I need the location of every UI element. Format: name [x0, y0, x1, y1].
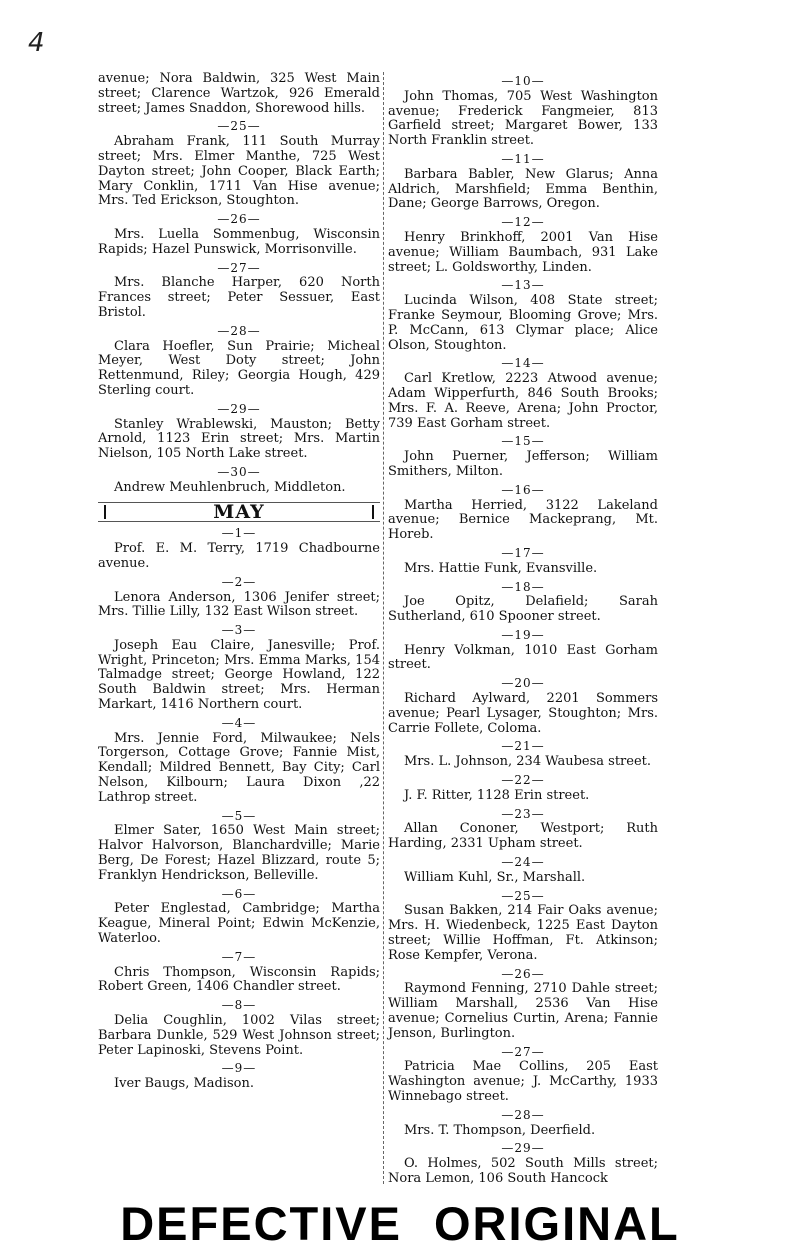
date-marker: —25— — [501, 888, 545, 903]
defective-original-stamp — [0, 1196, 800, 1251]
date-marker: —7— — [221, 949, 257, 964]
date-marker: —19— — [501, 627, 545, 642]
right-may-list — [388, 74, 658, 1187]
date-marker: —14— — [501, 356, 545, 371]
date-marker: —27— — [217, 260, 261, 275]
date-marker: —4— — [221, 715, 257, 730]
date-marker: —21— — [501, 739, 545, 754]
date-marker: —6— — [221, 886, 257, 901]
birthday-entry: Patricia Mae Collins, 205 East Washington avenue; J. McCarthy, 1933 Winnebago street. — [388, 1059, 658, 1104]
right-column — [388, 72, 658, 1190]
date-marker: —26— — [217, 212, 261, 227]
date-marker: —16— — [501, 482, 545, 497]
date-marker: —9— — [221, 1061, 257, 1076]
date-marker: —25— — [217, 119, 261, 134]
birthday-entry: Henry Brinkhoff, 2001 Van Hise avenue; William Baumbach, 931 Lake street; L. Goldsworthy, Linden. — [388, 229, 658, 275]
heading-bar-right — [372, 505, 374, 520]
birthday-entry: Delia Coughlin, 1002 Vilas street; Barbara Dunkle, 529 West Johnson street; Peter Lapinoski, Stevens Point. — [98, 1013, 380, 1058]
birthday-entry: O. Holmes, 502 South Mills street; Nora Lemon, 106 South Hancock — [388, 1156, 658, 1186]
month-heading — [98, 502, 380, 523]
date-marker: —3— — [221, 623, 257, 638]
birthday-entry: Martha Herried, 3122 Lakeland avenue; Bernice Mackeprang, Mt. Horeb. — [388, 497, 658, 543]
birthday-entry: Richard Aylward, 2201 Sommers avenue; Pearl Lysager, Stoughton; Mrs. Carrie Follete, Coloma. — [388, 691, 658, 736]
birthday-entry: Mrs. Hattie Funk, Evansville. — [404, 560, 598, 576]
birthday-entry: Chris Thompson, Wisconsin Rapids; Robert Green, 1406 Chandler street. — [98, 964, 380, 995]
birthday-entry: J. F. Ritter, 1128 Erin street. — [404, 787, 590, 803]
date-marker: —27— — [501, 1044, 545, 1059]
birthday-entry: Prof. E. M. Terry, 1719 Chadbourne avenue. — [98, 541, 380, 571]
birthday-entry: Mrs. T. Thompson, Deerfield. — [404, 1122, 596, 1138]
date-marker: —12— — [501, 215, 545, 230]
birthday-entry: Peter Englestad, Cambridge; Martha Keague, Mineral Point; Edwin McKenzie, Waterloo. — [98, 901, 380, 947]
stamp-word-original: ORIGINAL — [433, 1197, 680, 1250]
birthday-entry: John Puerner, Jefferson; William Smithers, Milton. — [388, 449, 658, 479]
birthday-entry: Stanley Wrablewski, Mauston; Betty Arnold, 1123 Erin street; Mrs. Martin Nielson, 105 North Lake street. — [98, 416, 380, 462]
date-marker: —5— — [221, 808, 257, 823]
birthday-entry: Carl Kretlow, 2223 Atwood avenue; Adam Wipperfurth, 846 South Brooks; Mrs. F. A. Reeve, Arena; John Proctor, 739 East Gorham street. — [388, 371, 658, 431]
birthday-entry: Mrs. Blanche Harper, 620 North Frances street; Peter Sessuer, East Bristol. — [98, 275, 380, 320]
date-marker: —15— — [501, 434, 545, 449]
birthday-entry: Abraham Frank, 111 South Murray street; Mrs. Elmer Manthe, 725 West Dayton street; John Cooper, Black Earth; Mary Conklin, 1711 Van Hise avenue; Mrs. Ted Erickson, Stoughton. — [98, 134, 380, 209]
birthday-entry: Mrs. L. Johnson, 234 Waubesa street. — [404, 754, 651, 770]
birthday-entry: Raymond Fenning, 2710 Dahle street; William Marshall, 2536 Van Hise avenue; Cornelius Curtin, Arena; Fannie Jenson, Burlington. — [388, 981, 658, 1041]
date-marker: —26— — [501, 966, 545, 981]
date-marker: —24— — [501, 855, 545, 870]
birthday-entry: William Kuhl, Sr., Marshall. — [404, 869, 586, 885]
birthday-entry: Lucinda Wilson, 408 State street; Franke Seymour, Blooming Grove; Mrs. P. McCann, 613 Clymar place; Alice Olson, Stoughton. — [388, 293, 658, 353]
date-marker: —29— — [501, 1141, 545, 1156]
birthday-entry: avenue; Nora Baldwin, 325 West Main street; Clarence Wartzok, 926 Emerald street; James Snaddon, Shorewood hills. — [98, 71, 380, 116]
date-marker: —1— — [221, 526, 257, 541]
birthday-entry: Joe Opitz, Delafield; Sarah Sutherland, 610 Spooner street. — [388, 594, 658, 625]
birthday-entry: John Thomas, 705 West Washington avenue; Frederick Fangmeier, 813 Garfield street; Margaret Bower, 133 North Franklin street. — [388, 88, 658, 149]
left-april-list — [98, 72, 380, 496]
birthday-entry: Joseph Eau Claire, Janesville; Prof. Wright, Princeton; Mrs. Emma Marks, 154 Talmadge street; George Howland, 122 South Baldwin street; Mrs. Herman Markart, 1416 Northern court. — [98, 637, 380, 713]
left-may-list — [98, 526, 380, 1092]
date-marker: —17— — [501, 545, 545, 560]
left-column — [98, 72, 380, 1095]
date-marker: —8— — [221, 998, 257, 1013]
birthday-entry: Allan Cononer, Westport; Ruth Harding, 2331 Upham street. — [388, 821, 658, 852]
date-marker: —18— — [501, 579, 545, 594]
date-marker: —20— — [501, 676, 545, 691]
date-marker: —29— — [217, 401, 261, 416]
birthday-entry: Mrs. Jennie Ford, Milwaukee; Nels Torgerson, Cottage Grove; Fannie Mist, Kendall; Mildred Bennett, Bay City; Carl Nelson, Kilbourn; Laura Dixon ,22 Lathrop street. — [98, 730, 380, 805]
page-number: 4 — [28, 28, 45, 58]
birthday-entry: Iver Baugs, Madison. — [114, 1076, 254, 1092]
date-marker: —2— — [221, 574, 257, 589]
date-marker: —30— — [217, 464, 261, 479]
stamp-word-defective: DEFECTIVE — [120, 1197, 402, 1250]
date-marker: —22— — [501, 773, 545, 788]
heading-bar-left — [104, 505, 106, 520]
birthday-entry: Susan Bakken, 214 Fair Oaks avenue; Mrs. H. Wiedenbeck, 1225 East Dayton street; Willie Hoffman, Ft. Atkinson; Rose Kempfer, Verona. — [388, 903, 658, 963]
column-divider — [383, 72, 385, 1184]
birthday-entry: Mrs. Luella Sommenbug, Wisconsin Rapids; Hazel Punswick, Morrisonville. — [98, 226, 380, 257]
date-marker: —13— — [501, 278, 545, 293]
birthday-entry: Lenora Anderson, 1306 Jenifer street; Mrs. Tillie Lilly, 132 East Wilson street. — [98, 589, 380, 620]
month-heading-text: MAY — [213, 500, 265, 523]
date-marker: —10— — [501, 74, 545, 88]
birthday-entry: Barbara Babler, New Glarus; Anna Aldrich, Marshfield; Emma Benthin, Dane; George Barrows, Oregon. — [388, 166, 658, 212]
date-marker: —28— — [501, 1107, 545, 1122]
birthday-entry: Andrew Meuhlenbruch, Middleton. — [114, 479, 346, 495]
date-marker: —28— — [217, 323, 261, 338]
date-marker: —23— — [501, 806, 545, 821]
birthday-entry: Henry Volkman, 1010 East Gorham street. — [388, 642, 658, 673]
birthday-entry: Clara Hoefler, Sun Prairie; Micheal Meyer, West Doty street; John Rettenmund, Riley; Georgia Hough, 429 Sterling court. — [98, 338, 380, 398]
birthday-entry: Elmer Sater, 1650 West Main street; Halvor Halvorson, Blanchardville; Marie Berg, De Forest; Hazel Blizzard, route 5; Franklyn Hendrickson, Belleville. — [98, 823, 380, 883]
date-marker: —11— — [501, 151, 545, 166]
